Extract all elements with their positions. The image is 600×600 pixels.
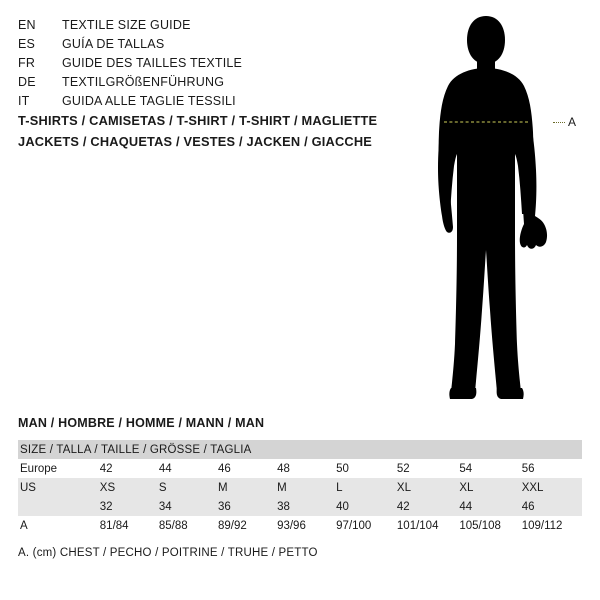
cell: 105/108 <box>457 516 519 535</box>
category-jackets: JACKETS / CHAQUETAS / VESTES / JACKEN / GIACCHE <box>18 134 373 149</box>
cell: 81/84 <box>98 516 157 535</box>
cell: 42 <box>98 459 157 478</box>
cell: XL <box>457 478 519 497</box>
category-headings <box>18 110 418 152</box>
cell: 52 <box>395 459 457 478</box>
row-label: US <box>18 478 98 497</box>
language-row <box>18 35 358 54</box>
size-table <box>18 440 582 535</box>
row-label <box>18 497 98 516</box>
language-row <box>18 54 358 73</box>
language-code: IT <box>18 94 30 108</box>
cell: 101/104 <box>395 516 457 535</box>
cell: M <box>216 478 275 497</box>
cell: 109/112 <box>520 516 582 535</box>
table-header-row <box>18 440 582 459</box>
cell: S <box>157 478 216 497</box>
cell: 48 <box>275 459 334 478</box>
cell: 85/88 <box>157 516 216 535</box>
cell: 40 <box>334 497 395 516</box>
cell: XXL <box>520 478 582 497</box>
table-row <box>18 497 582 516</box>
language-text: GUIDE DES TAILLES TEXTILE <box>62 56 243 70</box>
language-row <box>18 73 358 92</box>
cell: 97/100 <box>334 516 395 535</box>
cell: 56 <box>520 459 582 478</box>
cell: 44 <box>457 497 519 516</box>
language-text: TEXTILE SIZE GUIDE <box>62 18 191 32</box>
cell: 54 <box>457 459 519 478</box>
language-text: TEXTILGRÖßENFÜHRUNG <box>62 75 225 89</box>
cell: 32 <box>98 497 157 516</box>
cell: 89/92 <box>216 516 275 535</box>
language-code: ES <box>18 37 36 51</box>
language-code: EN <box>18 18 36 32</box>
cell: 93/96 <box>275 516 334 535</box>
cell: 44 <box>157 459 216 478</box>
cell: 46 <box>520 497 582 516</box>
cell: 50 <box>334 459 395 478</box>
cell: 34 <box>157 497 216 516</box>
mannequin-figure <box>420 14 595 404</box>
table-footnote: A. (cm) CHEST / PECHO / POITRINE / TRUHE / PETTO <box>18 547 318 559</box>
table-row <box>18 459 582 478</box>
language-text: GUIDA ALLE TAGLIE TESSILI <box>62 94 236 108</box>
language-list <box>18 16 358 111</box>
measure-leader-line <box>553 122 565 123</box>
language-row <box>18 92 358 111</box>
cell: M <box>275 478 334 497</box>
measure-label-a: A <box>568 115 577 129</box>
table-title: MAN / HOMBRE / HOMME / MANN / MAN <box>18 416 265 430</box>
cell: 36 <box>216 497 275 516</box>
row-label: A <box>18 516 98 535</box>
cell: XS <box>98 478 157 497</box>
table-row <box>18 478 582 497</box>
category-tshirts: T-SHIRTS / CAMISETAS / T-SHIRT / T-SHIRT / MAGLIETTE <box>18 113 378 128</box>
language-text: GUÍA DE TALLAS <box>62 37 165 51</box>
language-code: DE <box>18 75 36 89</box>
row-label: Europe <box>18 459 98 478</box>
table-header-label: SIZE / TALLA / TAILLE / GRÖSSE / TAGLIA <box>18 440 582 459</box>
cell: 42 <box>395 497 457 516</box>
cell: XL <box>395 478 457 497</box>
table-row <box>18 516 582 535</box>
cell: L <box>334 478 395 497</box>
male-silhouette-icon <box>420 14 595 404</box>
language-row <box>18 16 358 35</box>
cell: 46 <box>216 459 275 478</box>
language-code: FR <box>18 56 36 70</box>
cell: 38 <box>275 497 334 516</box>
